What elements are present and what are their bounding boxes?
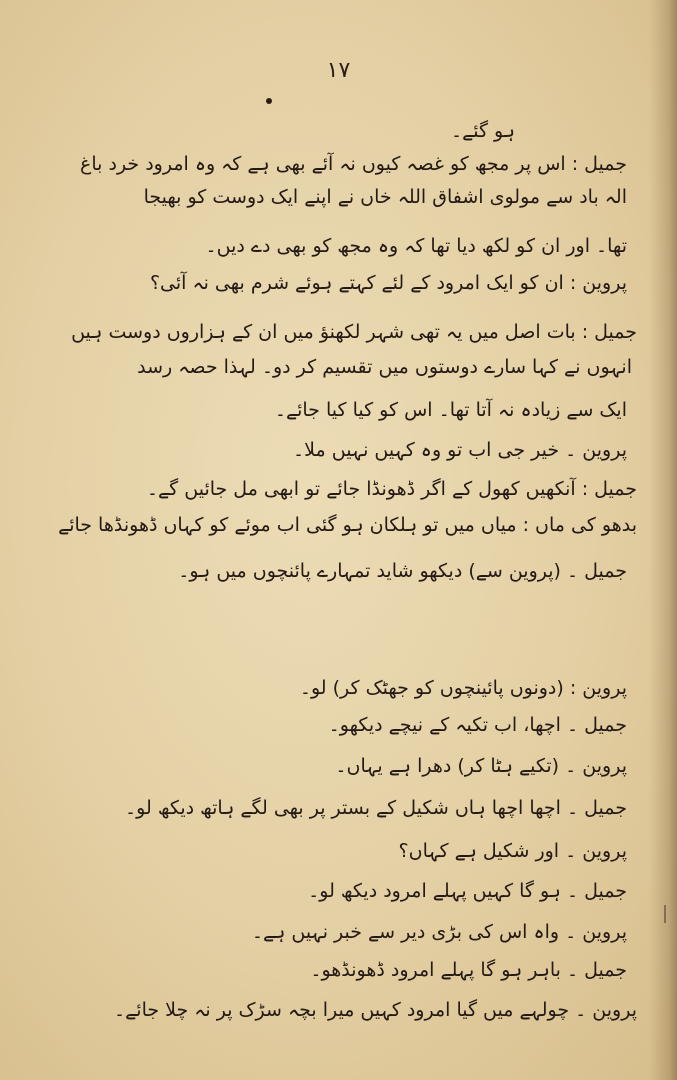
text-line: جمیل ۔ ہو گا کہیں پہلے امرود دیکھ لو۔	[308, 880, 627, 902]
ink-dot	[266, 98, 272, 104]
text-line: تھا۔ اور ان کو لکھ دیا تھا کہ وہ مجھ کو بھی دے دیں۔	[205, 235, 627, 257]
text-line: جمیل ۔ (پروین سے) دیکھو شاید تمہارے پائنچوں میں ہو۔	[178, 560, 627, 582]
text-line: پروین : (دونوں پائینچوں کو جھٹک کر) لو۔	[299, 677, 627, 699]
text-line: پروین ۔ واہ اس کی بڑی دیر سے خبر نہیں ہے۔	[251, 921, 627, 943]
text-line: الہ باد سے مولوی اشفاق اللہ خاں نے اپنے ایک دوست کو بھیجا	[143, 186, 627, 208]
text-line: انہوں نے کہا سارے دوستوں میں تقسیم کر دو۔ لہذا حصہ رسد	[137, 356, 632, 378]
text-line: پروین ۔ خیر جی اب تو وہ کہیں نہیں ملا۔	[293, 439, 627, 461]
text-line: بدھو کی ماں : میاں میں تو ہلکان ہو گئی اب موئے کو کہاں ڈھونڈھا جائے	[58, 514, 637, 536]
text-line: پروین ۔ چولہے میں گیا امرود کہیں میرا بچہ سڑک پر نہ چلا جائے۔	[114, 999, 637, 1021]
text-line: ہو گئے۔	[450, 120, 515, 142]
text-line: جمیل : آنکھیں کھول کے اگر ڈھونڈا جائے تو ابھی مل جائیں گے۔	[146, 478, 637, 500]
text-line: پروین : ان کو ایک امرود کے لئے کہتے ہوئے شرم بھی نہ آئی؟	[149, 272, 627, 294]
text-line: جمیل ۔ اچھا، اب تکیہ کے نیچے دیکھو۔	[328, 714, 627, 736]
text-line: پروین ۔ اور شکیل ہے کہاں؟	[398, 840, 627, 862]
text-line: جمیل ۔ باہر ہو گا پہلے امرود ڈھونڈھو۔	[310, 959, 627, 981]
page-number: ۱۷	[326, 58, 351, 83]
page-edge-shadow	[649, 0, 677, 1080]
text-line: جمیل : اس پر مجھ کو غصہ کیوں نہ آئے بھی ہے کہ وہ امرود خرد باغ	[80, 153, 627, 175]
margin-mark	[664, 905, 666, 923]
text-line: جمیل : بات اصل میں یہ تھی شہر لکھنؤ میں ان کے ہزاروں دوست ہیں	[71, 321, 637, 343]
text-line: پروین ۔ (تکیے ہٹا کر) دھرا ہے یہاں۔	[335, 755, 627, 777]
text-line: جمیل ۔ اچھا اچھا ہاں شکیل کے بستر پر بھی لگے ہاتھ دیکھ لو۔	[125, 797, 627, 819]
text-line: ایک سے زیادہ نہ آتا تھا۔ اس کو کیا کیا جائے۔	[274, 399, 627, 421]
